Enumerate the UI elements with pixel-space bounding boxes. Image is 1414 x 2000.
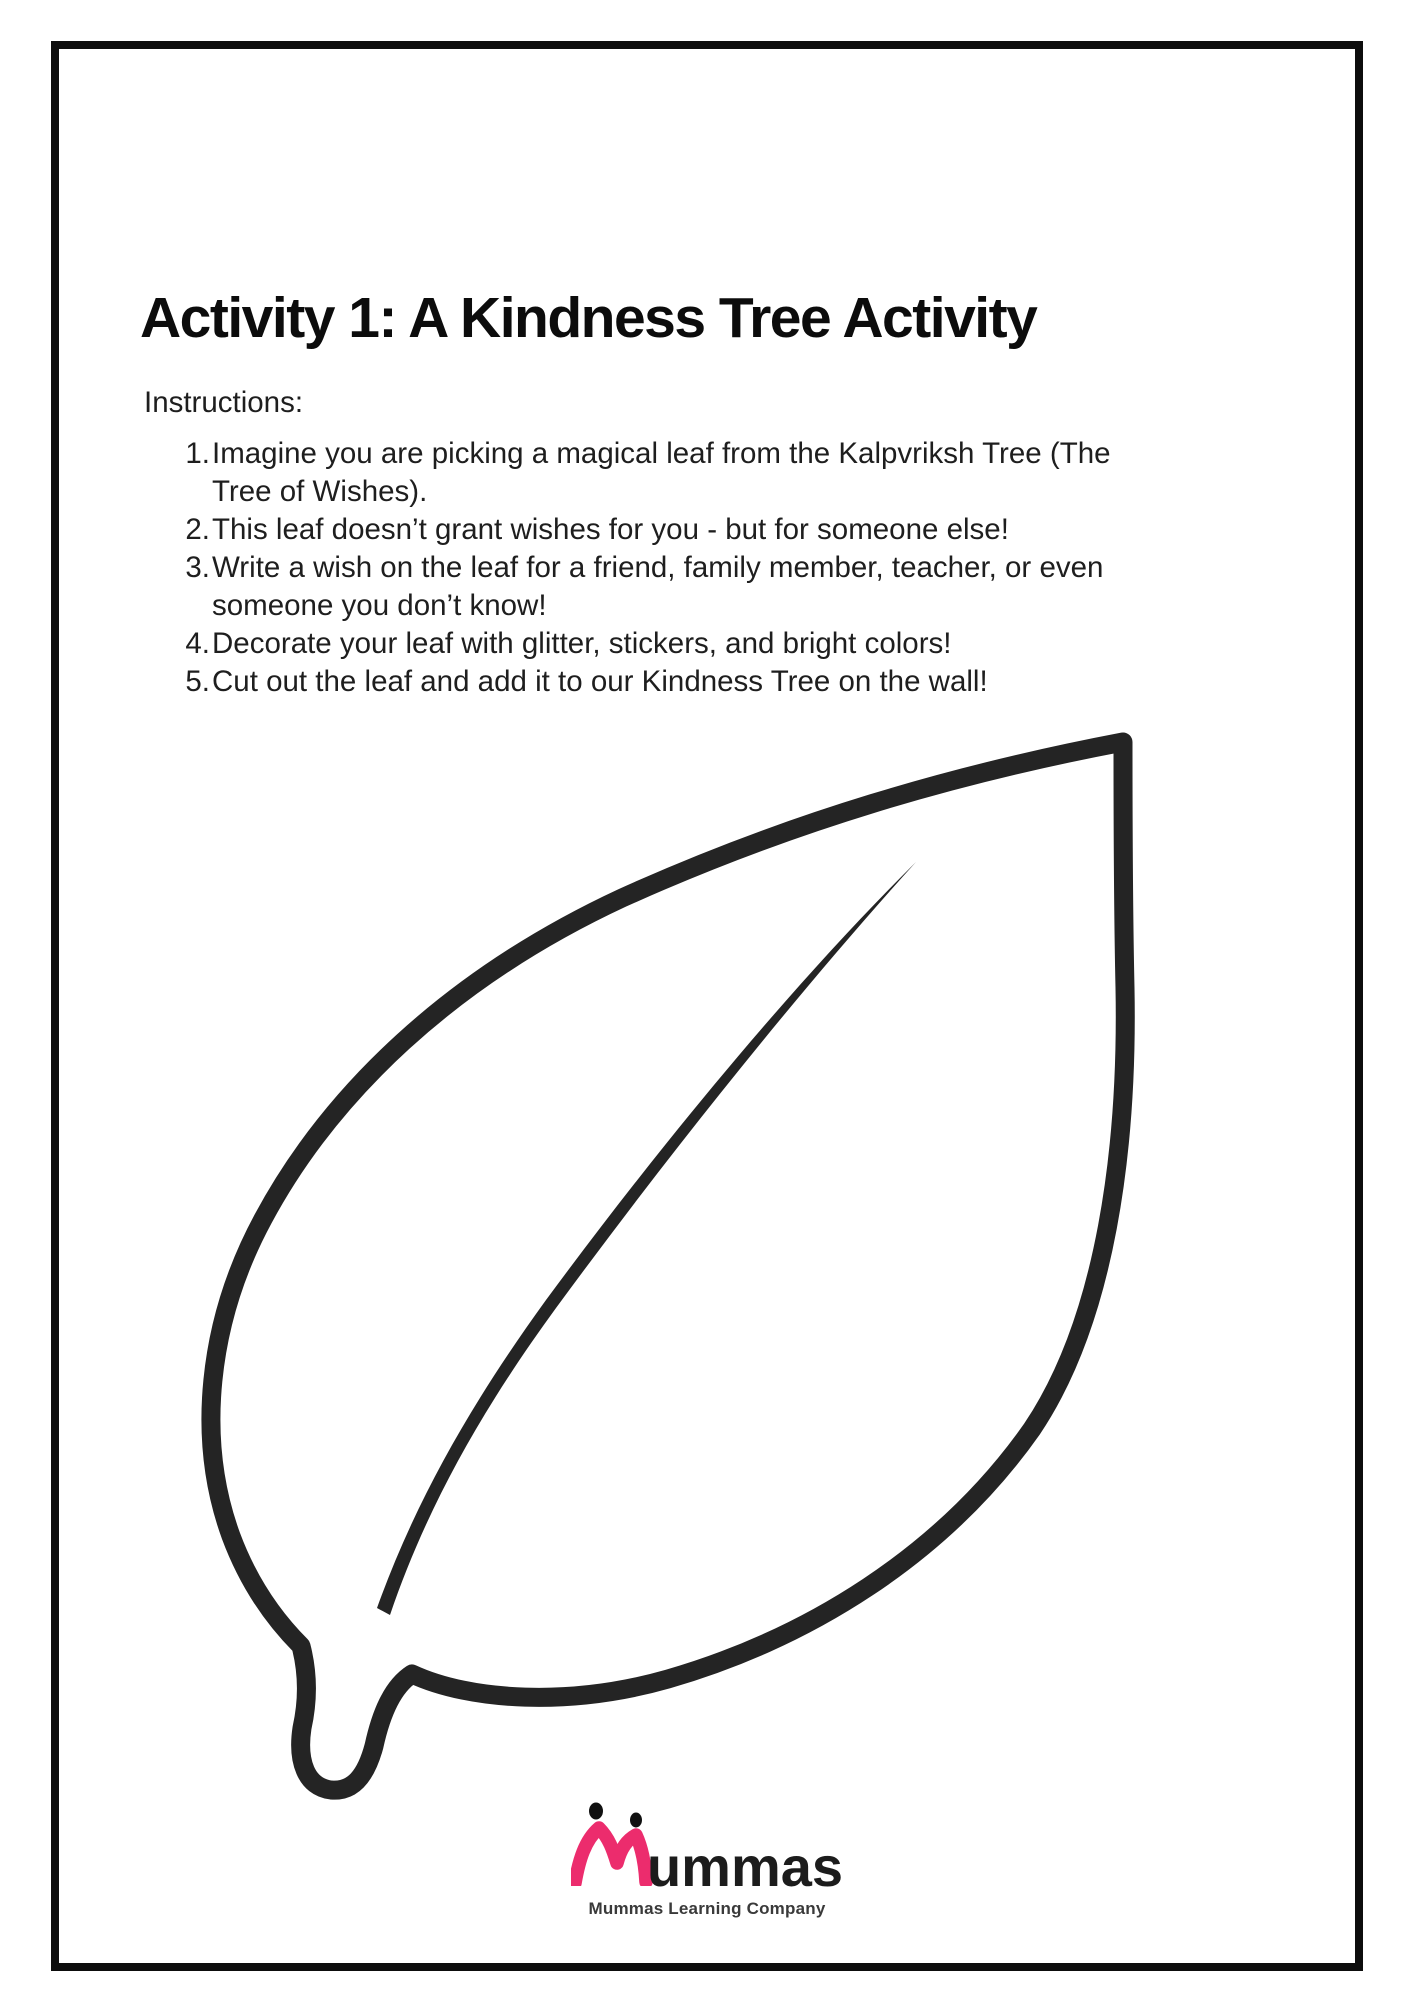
m-head-left (589, 1803, 603, 1820)
instruction-item-1: Imagine you are picking a magical leaf from the Kalpvriksh Tree (The Tree of Wishes). (212, 437, 1111, 508)
logo-caption: Mummas Learning Company (588, 1899, 826, 1918)
instruction-item-4: Decorate your leaf with glitter, stickers, and bright colors! (212, 627, 952, 660)
instructions-section (144, 384, 1154, 701)
instruction-item-3: Write a wish on the leaf for a friend, family member, teacher, or even someone you don’t know! (212, 551, 1104, 622)
mummas-logo (0, 1802, 1414, 1919)
logo-row (0, 1802, 1414, 1898)
logo-wordmark: ummas (646, 1835, 844, 1898)
instruction-item-2: This leaf doesn’t grant wishes for you - but for someone else! (212, 513, 1009, 546)
instruction-list (144, 435, 1154, 701)
instruction-item-5: Cut out the leaf and add it to our Kindness Tree on the wall! (212, 665, 988, 698)
page-title: Activity 1: A Kindness Tree Activity (140, 286, 1037, 351)
m-stroke (575, 1828, 646, 1883)
m-head-right (630, 1813, 642, 1828)
instructions-label: Instructions: (144, 386, 304, 419)
mummas-m-icon (571, 1802, 653, 1886)
